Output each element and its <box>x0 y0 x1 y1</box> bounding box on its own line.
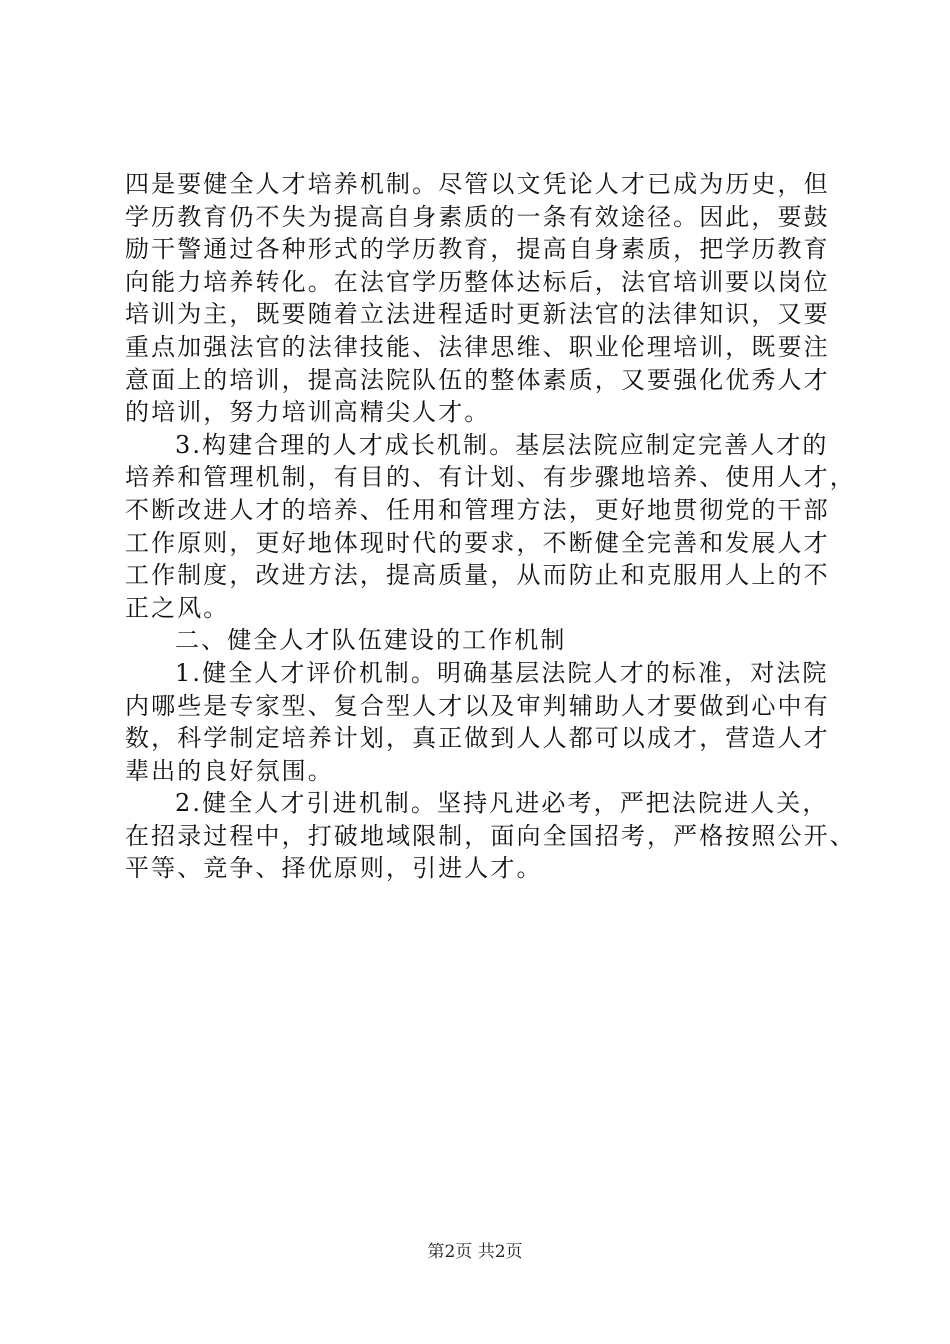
document-body <box>125 168 856 885</box>
text-line: 内哪些是专家型、复合型人才以及审判辅助人才要做到心中有 <box>125 691 830 720</box>
text-line: 重点加强法官的法律技能、法律思维、职业伦理培训，既要注 <box>125 332 830 361</box>
paragraph-start-line: 3.构建合理的人才成长机制。基层法院应制定完善人才的 <box>175 430 829 459</box>
text-line: 平等、竞争、择优原则，引进人才。 <box>125 854 543 883</box>
text-line: 在招录过程中，打破地域限制，面向全国招考，严格按照公开、 <box>125 821 856 850</box>
text-line: 正之风。 <box>125 593 230 622</box>
text-line: 四是要健全人才培养机制。尽管以文凭论人才已成为历史，但 <box>125 170 830 198</box>
text-line: 工作原则，更好地体现时代的要求，不断健全完善和发展人才 <box>125 528 830 557</box>
section-heading: 二、健全人才队伍建设的工作机制 <box>175 626 567 655</box>
text-line: 培训为主，既要随着立法进程适时更新法官的法律知识，又要 <box>125 300 830 329</box>
text-line: 的培训，努力培训高精尖人才。 <box>125 398 491 427</box>
text-line: 向能力培养转化。在法官学历整体达标后，法官培训要以岗位 <box>125 267 830 296</box>
text-line: 数，科学制定培养计划，真正做到人人都可以成才，营造人才 <box>125 724 830 753</box>
text-line: 励干警通过各种形式的学历教育，提高自身素质，把学历教育 <box>125 235 830 264</box>
paragraph-start-line: 1.健全人才评价机制。明确基层法院人才的标准，对法院 <box>175 658 829 687</box>
text-line: 学历教育仍不失为提高自身素质的一条有效途径。因此，要鼓 <box>125 202 830 231</box>
text-line: 工作制度，改进方法，提高质量，从而防止和克服用人上的不 <box>125 561 830 590</box>
text-line: 辈出的良好氛围。 <box>125 756 334 785</box>
text-line: 不断改进人才的培养、任用和管理方法，更好地贯彻党的干部 <box>125 495 830 524</box>
page-number-footer: 第2页 共2页 <box>427 1242 523 1262</box>
text-line: 意面上的培训，提高法院队伍的整体素质，又要强化优秀人才 <box>125 365 830 394</box>
text-line: 培养和管理机制，有目的、有计划、有步骤地培养、使用人才， <box>125 463 856 492</box>
paragraph-start-line: 2.健全人才引进机制。坚持凡进必考，严把法院进人关， <box>175 789 829 818</box>
